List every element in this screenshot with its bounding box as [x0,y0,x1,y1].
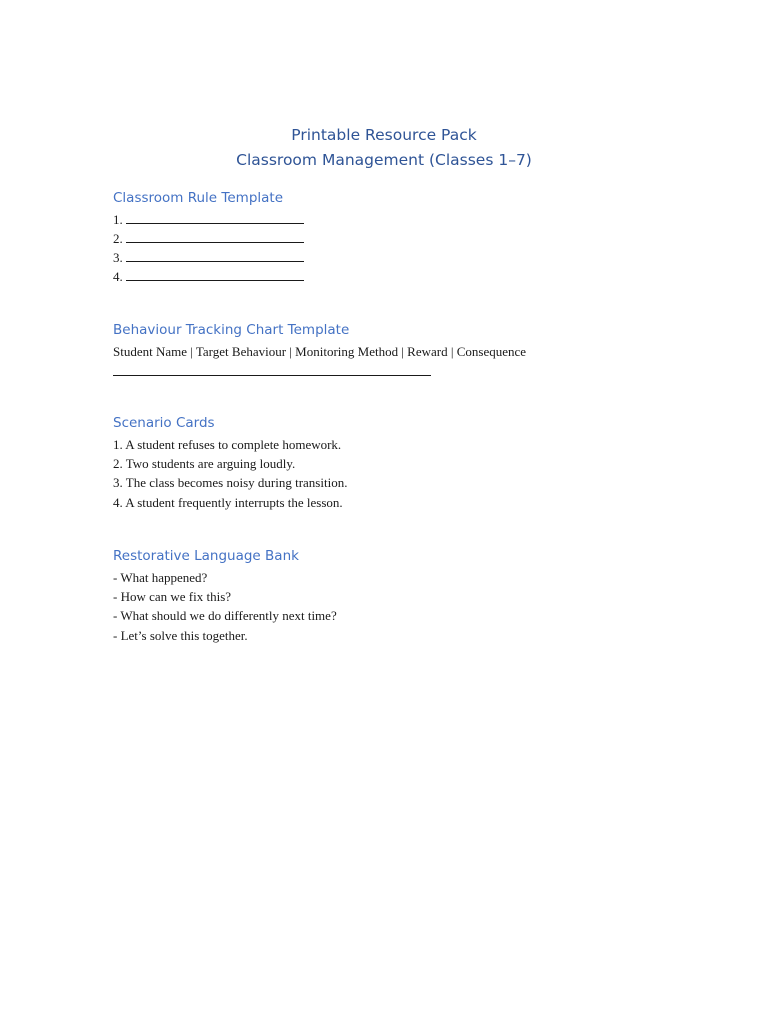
scenario-item-3: 3. The class becomes noisy during transition. [113,475,348,490]
rule-number: 4. [113,269,123,284]
scenario-heading: Scenario Cards [113,415,215,431]
tracking-rule-line [113,375,431,376]
language-item-2: - How can we fix this? [113,589,232,604]
title-line-2: Classroom Management (Classes 1–7) [236,151,532,169]
rule-line-4 [113,268,304,286]
rule-blank [126,230,304,243]
document-title [0,123,768,173]
title-line-1: Printable Resource Pack [291,126,477,144]
rule-blank [126,249,304,262]
rule-number: 3. [113,250,123,265]
rules-heading: Classroom Rule Template [113,190,284,206]
rule-line-1 [113,211,304,229]
language-item-1: - What happened? [113,570,208,585]
tracking-columns: Student Name | Target Behaviour | Monitoring Method | Reward | Consequence [113,344,527,359]
scenario-item-4: 4. A student frequently interrupts the lesson. [113,495,343,510]
scenario-item-2: 2. Two students are arguing loudly. [113,456,296,471]
tracking-heading: Behaviour Tracking Chart Template [113,322,350,338]
language-heading: Restorative Language Bank [113,548,299,564]
rule-number: 1. [113,212,123,227]
rule-line-3 [113,249,304,267]
language-item-4: - Let’s solve this together. [113,628,248,643]
language-item-3: - What should we do differently next time? [113,608,337,623]
scenario-item-1: 1. A student refuses to complete homework. [113,437,342,452]
rule-blank [126,268,304,281]
rule-line-2 [113,230,304,248]
rule-number: 2. [113,231,123,246]
rule-blank [126,211,304,224]
